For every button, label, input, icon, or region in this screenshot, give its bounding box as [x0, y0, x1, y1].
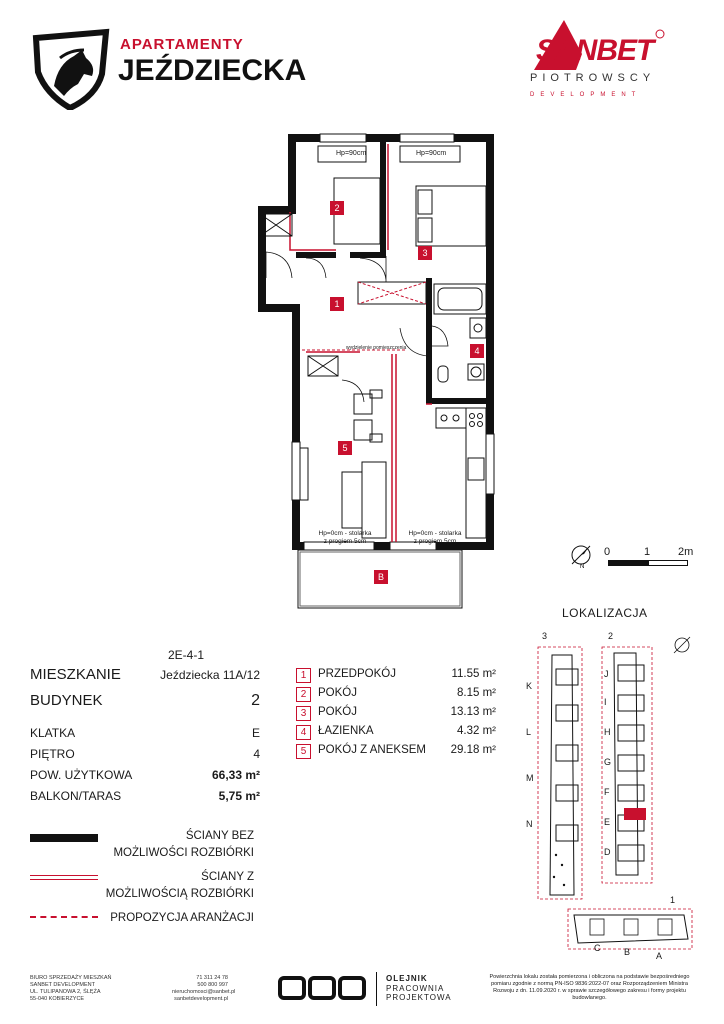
vent-note: wydzielenie pomieszczenia	[346, 345, 407, 351]
stair-C: C	[594, 943, 601, 953]
stair-J: J	[604, 669, 609, 679]
north-arrow-icon	[566, 540, 596, 570]
room-tag-3: 3	[418, 246, 432, 260]
room-name: POKÓJ	[318, 706, 357, 718]
phone-link[interactable]: 71 311 24 78	[196, 975, 228, 981]
room-number: 3	[296, 706, 311, 721]
website-link[interactable]: sanbetdevelopment.pl	[174, 996, 228, 1002]
developer-name: SANBET	[536, 34, 654, 67]
stair-B: B	[624, 947, 631, 957]
area-label: POW. UŻYTKOWA	[30, 768, 133, 782]
project-logo	[30, 28, 330, 110]
apartment-code: 2E-4-1	[168, 648, 205, 662]
list-item	[296, 706, 496, 724]
sales-office	[30, 975, 112, 1003]
legend-solid-wall-swatch	[30, 834, 98, 842]
balcony-tag: B	[374, 570, 388, 584]
legend-text-line: ŚCIANY Z	[201, 871, 254, 883]
legend-red-wall-swatch	[30, 875, 98, 880]
floor-value: 4	[253, 747, 260, 761]
room-name: PRZEDPOKÓJ	[318, 668, 396, 680]
stair-I: I	[604, 697, 607, 707]
building-num-1: 1	[670, 895, 676, 905]
floor-label: PIĘTRO	[30, 747, 75, 761]
scale-tick-0: 0	[604, 546, 611, 558]
list-item	[296, 668, 496, 686]
room-area: 8.15 m²	[457, 687, 496, 699]
horse-shield-icon	[30, 28, 112, 110]
footer-line: SANBET DEVELOPMENT	[30, 982, 95, 988]
room-area: 13.13 m²	[450, 706, 496, 718]
room-name: POKÓJ Z ANEKSEM	[318, 744, 426, 756]
building-num-2: 2	[608, 631, 614, 641]
legend-dashed-swatch	[30, 916, 98, 918]
staircase-row	[30, 726, 260, 742]
room-tag-1: 1	[330, 297, 344, 311]
legend-solid-wall	[113, 828, 254, 862]
room-tag-5: 5	[338, 441, 352, 455]
contact-info	[172, 975, 236, 1003]
area-value: 66,33 m²	[211, 768, 260, 782]
room-name: POKÓJ	[318, 687, 357, 699]
balcony-row	[30, 789, 260, 805]
site-plan-drawing	[516, 625, 716, 950]
sill-note-line: Hp=0cm - stolarka	[318, 530, 372, 537]
legend-dashed: PROPOZYCJA ARANŻACJI	[110, 912, 254, 924]
developer-subtitle: PIOTROWSCY	[530, 72, 656, 84]
area-row	[30, 768, 260, 784]
room-tag-4: 4	[470, 344, 484, 358]
sill-note-line: Hp=0cm - stolarka	[408, 530, 462, 537]
apartment-address: Jeździecka 11A/12	[160, 668, 260, 682]
studio-line: PROJEKTOWA	[386, 993, 452, 1002]
stair-M: M	[526, 773, 534, 783]
developer-logo	[524, 20, 674, 106]
studio-line: PRACOWNIA	[386, 983, 445, 993]
room-number: 5	[296, 744, 311, 759]
scale-bar-white	[648, 560, 688, 566]
brand-top-text: APARTAMENTY	[120, 36, 244, 53]
location-title: LOKALIZACJA	[562, 606, 648, 620]
stair-D: D	[604, 847, 611, 857]
list-item	[296, 687, 496, 705]
brand-main-text: JEŹDZIECKA	[118, 54, 307, 87]
balcony-door-note-1	[304, 530, 386, 546]
scale-tick-1: 1	[644, 546, 651, 558]
stair-F: F	[604, 787, 610, 797]
stair-A: A	[656, 951, 663, 961]
phone-link[interactable]: 500 800 997	[197, 982, 228, 988]
room-number: 4	[296, 725, 311, 740]
room-number: 2	[296, 687, 311, 702]
legend-red-wall	[106, 869, 254, 903]
stair-K: K	[526, 681, 533, 691]
building-value: 2	[251, 692, 260, 709]
floor-row	[30, 747, 260, 763]
apartment-row	[30, 666, 260, 686]
floor-plan	[250, 128, 510, 618]
apartment-label: MIESZKANIE	[30, 666, 121, 683]
location-map	[516, 625, 716, 950]
building-row	[30, 692, 260, 712]
location-map-building-1	[560, 895, 700, 961]
legend-text-line: ŚCIANY BEZ	[185, 830, 254, 842]
email-link[interactable]: nieruchomosci@sanbet.pl	[172, 989, 236, 995]
balcony-label: BALKON/TARAS	[30, 789, 122, 803]
studio-line: OLEJNIK	[386, 974, 428, 983]
staircase-label: KLATKA	[30, 726, 76, 740]
list-item	[296, 744, 496, 762]
room-area: 29.18 m²	[450, 744, 496, 756]
footer-line: 55-040 KOBIERZYCE	[30, 996, 85, 1002]
balcony-value: 5,75 m²	[218, 789, 260, 803]
room-name: ŁAZIENKA	[318, 725, 374, 737]
measurement-note: Powierzchnia lokalu została pomierzona i obliczona na podstawie bezpośredniego pomiaru zgodnie z normą PN-ISO 9836:2022-07 oraz Rozporządzeniem Ministra Rozwoju z dn. 11.09.2020 r. w sprawie szczegółowego zakresu i formy projektu budowlanego.	[489, 974, 690, 1001]
scale-bar	[566, 540, 706, 574]
divider	[376, 972, 377, 1006]
developer-tagline: DEVELOPMENT	[530, 92, 642, 98]
stair-L: L	[526, 727, 532, 737]
balcony-door-note-2	[394, 530, 476, 546]
legend-text-line: MOŻLIWOŚCIĄ ROZBIÓRKI	[105, 888, 254, 900]
room-tag-2: 2	[330, 201, 344, 215]
scale-tick-2: 2m	[678, 546, 694, 558]
staircase-value: E	[251, 726, 260, 740]
room-area: 4.32 m²	[457, 725, 496, 737]
opp-logo	[278, 974, 368, 1004]
sill-height-label-1: Hp=90cm	[336, 150, 367, 157]
legend-text-line: MOŻLIWOŚCI ROZBIÓRKI	[113, 847, 254, 859]
room-area: 11.55 m²	[451, 668, 496, 680]
stair-G: G	[604, 757, 612, 767]
footer-line: UL. TULIPANOWA 2, ŚLĘŻA	[30, 989, 101, 995]
sill-note-line: z progiem 5cm	[413, 538, 457, 545]
list-item	[296, 725, 496, 743]
studio-name	[386, 974, 452, 1003]
building-label: BUDYNEK	[30, 692, 103, 709]
footer-line: BIURO SPRZEDAŻY MIESZKAŃ	[30, 975, 112, 981]
sill-note-line: z progiem 5cm	[323, 538, 367, 545]
svg-text:N: N	[580, 564, 585, 570]
building-num-3: 3	[542, 631, 548, 641]
stair-E: E	[604, 817, 611, 827]
stair-N: N	[526, 819, 533, 829]
scale-bar-black	[608, 560, 648, 566]
sill-height-label-2: Hp=90cm	[416, 150, 447, 157]
opp-logo-icon	[278, 974, 368, 1004]
room-number: 1	[296, 668, 311, 683]
stair-H: H	[604, 727, 611, 737]
